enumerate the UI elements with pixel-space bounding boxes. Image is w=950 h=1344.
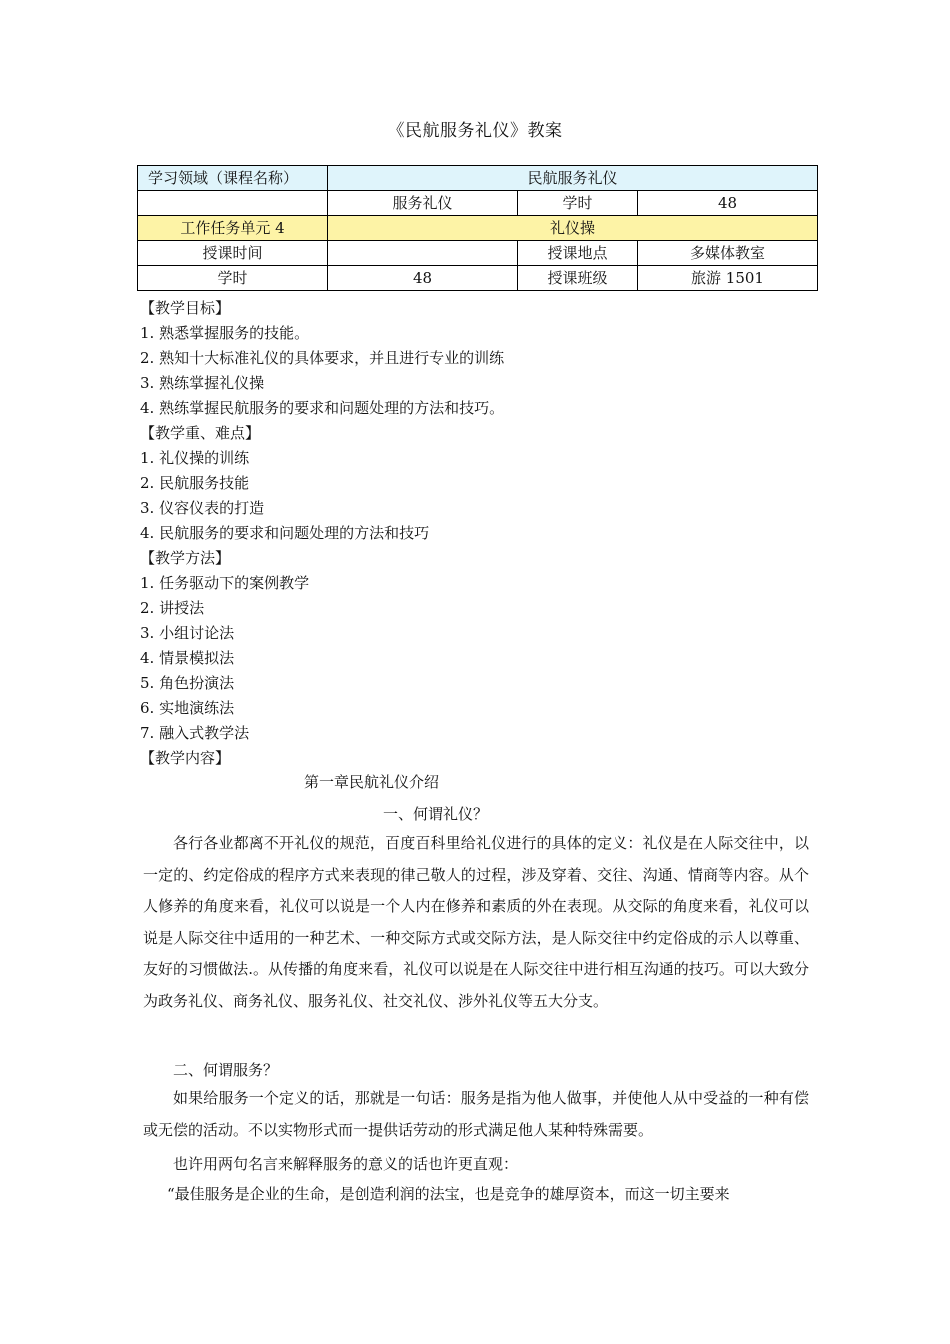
list-item: 4. 情景模拟法 <box>140 649 235 667</box>
list-item: 4. 熟练掌握民航服务的要求和问题处理的方法和技巧。 <box>140 399 505 417</box>
table-cell: 服务礼仪 <box>328 191 518 216</box>
list-item: 6. 实地演练法 <box>140 699 235 717</box>
list-item: 4. 民航服务的要求和问题处理的方法和技巧 <box>140 524 430 542</box>
section-heading-methods: 【教学方法】 <box>140 549 231 567</box>
table-row <box>138 241 818 266</box>
document-title: 《民航服务礼仪》教案 <box>387 121 563 141</box>
list-item: 2. 熟知十大标准礼仪的具体要求，并且进行专业的训练 <box>140 349 505 367</box>
table-cell: 48 <box>328 266 518 291</box>
list-item: 5. 角色扮演法 <box>140 674 235 692</box>
table-cell: 学习领域（课程名称） <box>138 166 328 191</box>
table-cell: 学时 <box>138 266 328 291</box>
table-cell: 多媒体教室 <box>638 241 818 266</box>
table-cell <box>328 241 518 266</box>
lesson-outline <box>140 296 820 771</box>
table-cell: 授课时间 <box>138 241 328 266</box>
table-cell: 工作任务单元 4 <box>138 216 328 241</box>
list-item: 3. 熟练掌握礼仪操 <box>140 374 265 392</box>
list-item: 3. 小组讨论法 <box>140 624 235 642</box>
list-item: 2. 民航服务技能 <box>140 474 250 492</box>
section-heading-content: 【教学内容】 <box>140 749 231 767</box>
course-info-table <box>137 165 818 291</box>
table-cell <box>138 191 328 216</box>
section-heading-objectives: 【教学目标】 <box>140 299 231 317</box>
table-cell: 礼仪操 <box>328 216 818 241</box>
list-item: 7. 融入式教学法 <box>140 724 250 742</box>
list-item: 3. 仪容仪表的打造 <box>140 499 265 517</box>
table-cell: 48 <box>638 191 818 216</box>
chapter-title: 第一章民航礼仪介绍 <box>304 773 440 791</box>
table-cell: 民航服务礼仪 <box>328 166 818 191</box>
table-cell: 授课班级 <box>518 266 638 291</box>
table-row <box>138 166 818 191</box>
table-cell: 授课地点 <box>518 241 638 266</box>
paragraph-service-quote: “最佳服务是企业的生命，是创造利润的法宝，也是竞争的雄厚资本，而这一切主要来 <box>167 1185 730 1203</box>
list-item: 2. 讲授法 <box>140 599 205 617</box>
table-cell: 学时 <box>518 191 638 216</box>
table-cell: 旅游 1501 <box>638 266 818 291</box>
list-item: 1. 任务驱动下的案例教学 <box>140 574 310 592</box>
table-row <box>138 191 818 216</box>
table-row <box>138 216 818 241</box>
list-item: 1. 熟悉掌握服务的技能。 <box>140 324 310 342</box>
list-item: 1. 礼仪操的训练 <box>140 449 250 467</box>
section-title-service: 二、何谓服务？ <box>173 1061 279 1079</box>
paragraph-service-quotes-intro: 也许用两句名言来解释服务的意义的话也许更直观： <box>173 1155 519 1173</box>
paragraph-service-definition: 如果给服务一个定义的话，那就是一句话：服务是指为他人做事，并使他人从中受益的一种有偿或无偿的活动。不以实物形式而一提供话劳动的形式满足他人某种特殊需要。 <box>143 1089 809 1139</box>
paragraph-etiquette-definition: 各行各业都离不开礼仪的规范，百度百科里给礼仪进行的具体的定义：礼仪是在人际交往中，以一定的、约定俗成的程序方式来表现的律己敬人的过程，涉及穿着、交往、沟通、情商等内容。从个人修养的角度来看，礼仪可以说是一个人内在修养和素质的外在表现。从交际的角度来看，礼仪可以说是人际交往中适用的一种艺术、一种交际方式或交际方法，是人际交往中约定俗成的示人以尊重、友好的习惯做法.。从传播的角度来看，礼仪可以说是在人际交往中进行相互沟通的技巧。可以大致分为政务礼仪、商务礼仪、服务礼仪、社交礼仪、涉外礼仪等五大分支。 <box>143 834 809 1010</box>
table-row <box>138 266 818 291</box>
section-title-etiquette: 一、何谓礼仪？ <box>383 805 489 823</box>
section-heading-key-points: 【教学重、难点】 <box>140 424 261 442</box>
